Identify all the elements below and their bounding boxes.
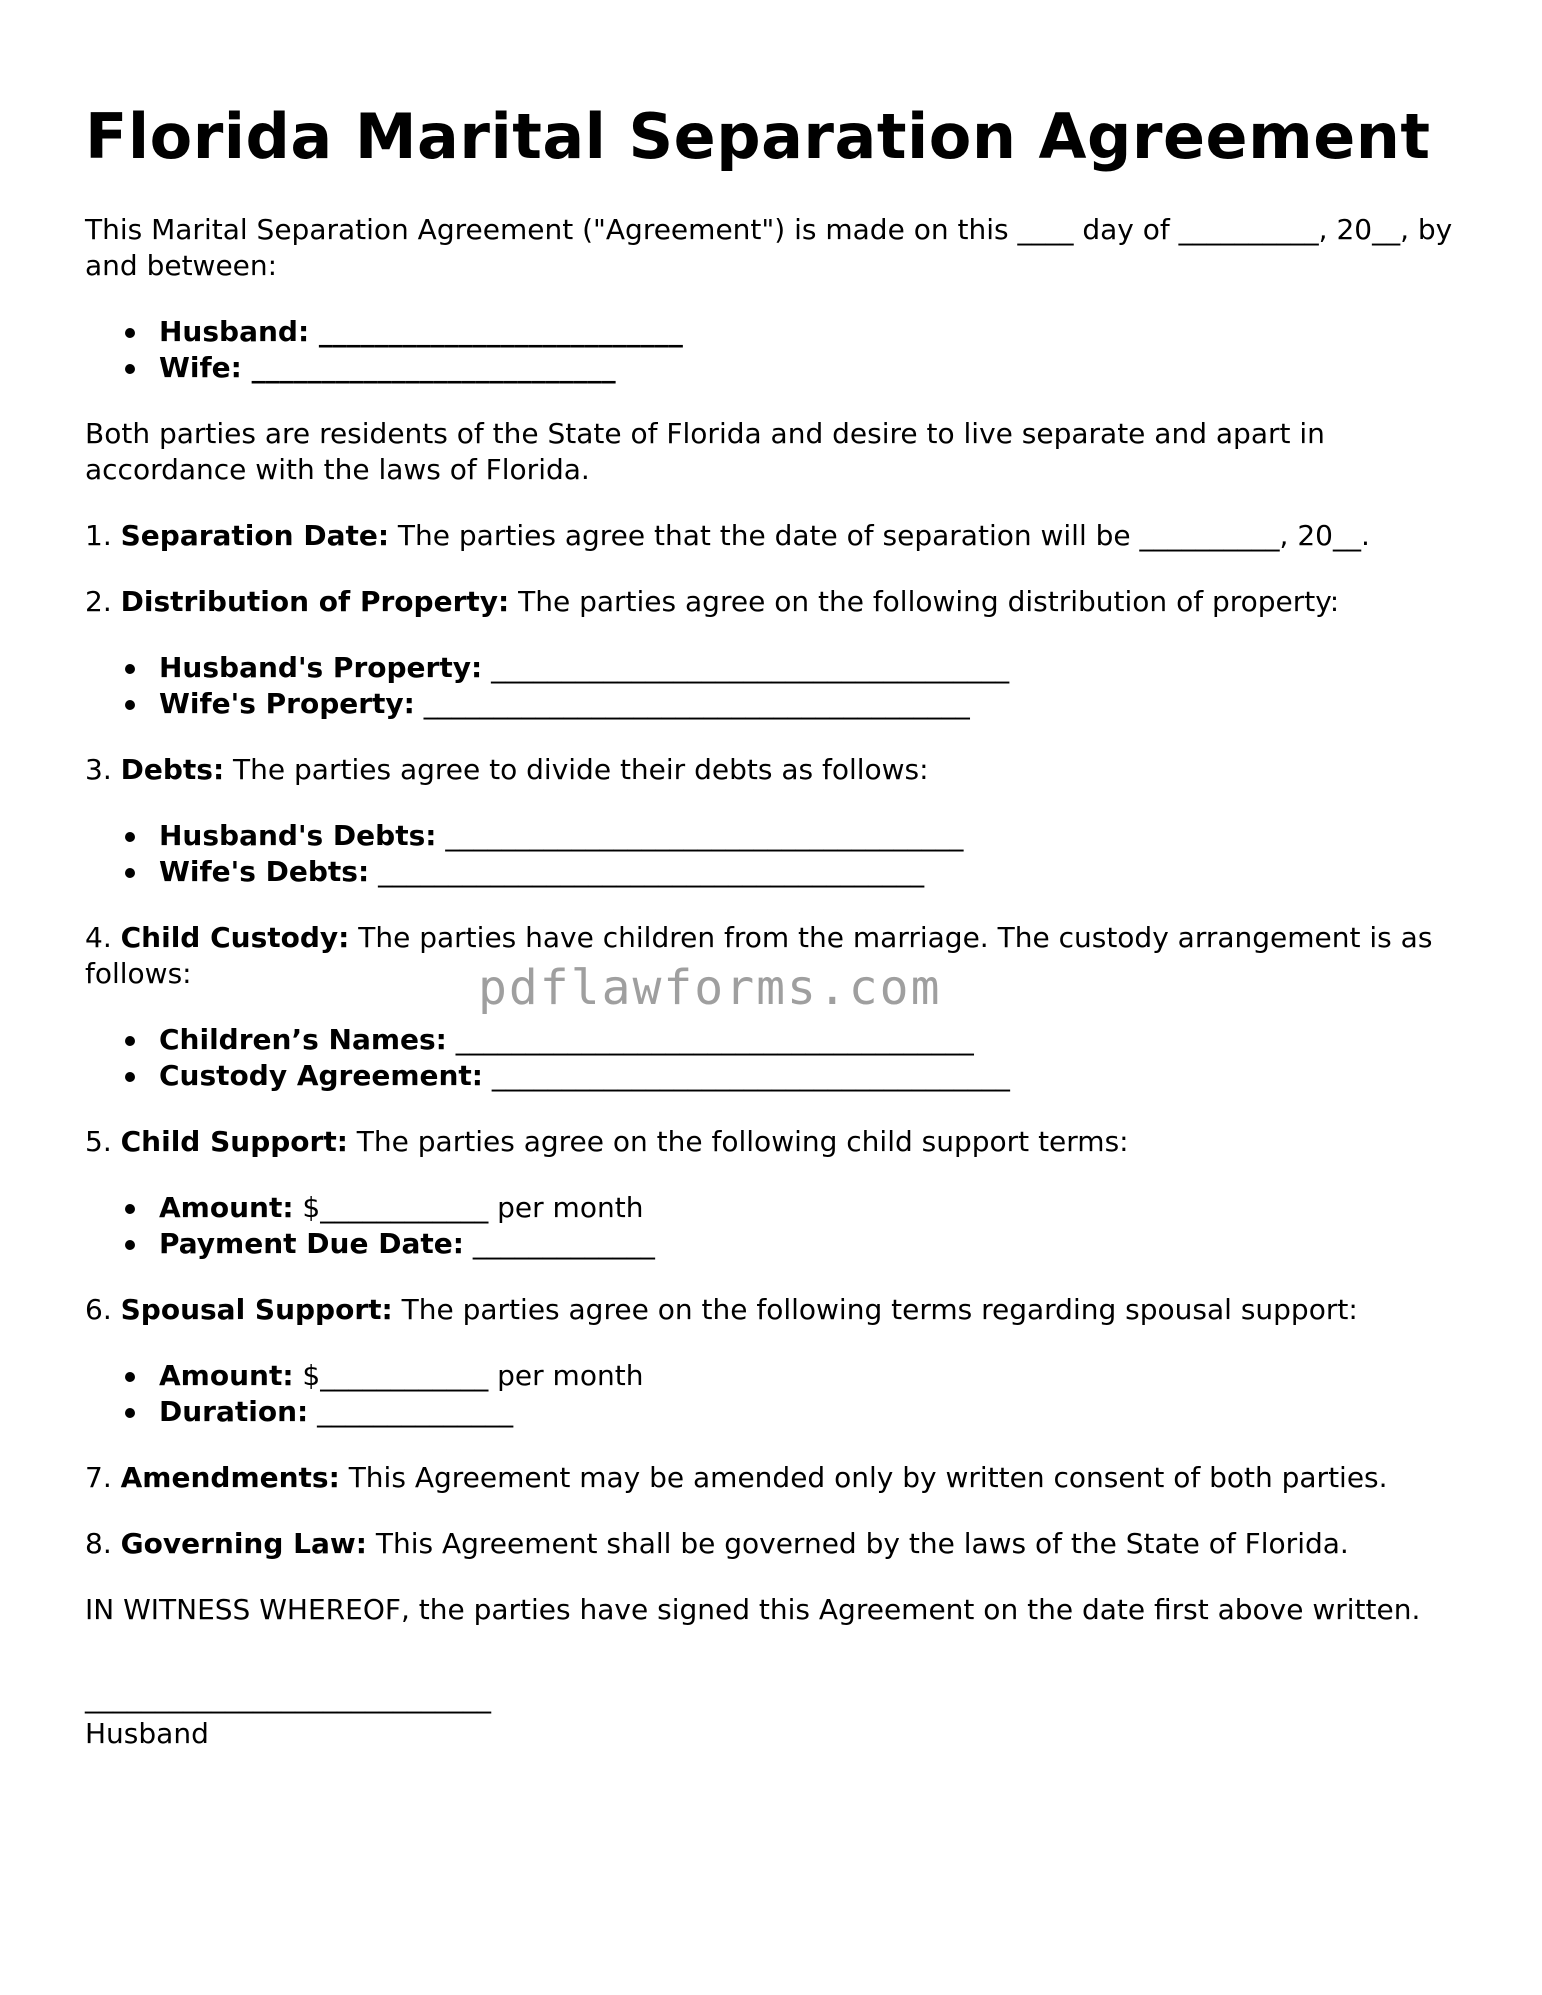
item-blank: _______________________________________ [414,687,970,721]
section-text: The parties agree that the date of separation will be __________, 20__. [389,519,1370,553]
party-wife-label: Wife: [159,351,242,385]
section-heading: Child Support: [120,1125,348,1159]
list-item [125,1226,1485,1262]
section-governing-law [85,1526,1485,1562]
section-distribution-of-property [85,584,1485,620]
list-item [125,350,1485,386]
section-separation-date [85,518,1485,554]
item-label: Custody Agreement: [159,1059,483,1093]
section-number: 6. [85,1293,121,1327]
section-number: 2. [85,585,121,619]
item-blank: $____________ per month [293,1191,644,1225]
item-label: Wife's Debts: [159,855,370,889]
residency-paragraph: Both parties are residents of the State of Florida and desire to live separate and apart in accordance with the laws of Florida. [85,417,1325,487]
list-item [125,314,1485,350]
section-text: The parties have children from the marriage. The custody arrangement is as follows: [85,921,1433,991]
section-heading: Governing Law: [120,1527,367,1561]
section-spousal-support [85,1292,1485,1328]
section-heading: Child Custody: [120,921,350,955]
section-heading: Amendments: [120,1461,340,1495]
section-amendments [85,1460,1485,1496]
section-debts [85,752,1485,788]
section-number: 8. [85,1527,121,1561]
property-list [85,650,1485,722]
item-label: Husband's Property: [159,651,483,685]
list-item [125,1022,1485,1058]
section-text: The parties agree on the following distribution of property: [509,585,1340,619]
debts-list [85,818,1485,890]
section-text: This Agreement may be amended only by written consent of both parties. [339,1461,1388,1495]
spousal-support-list [85,1358,1485,1430]
list-item [125,1190,1485,1226]
section-number: 5. [85,1125,121,1159]
list-item [125,686,1485,722]
section-number: 1. [85,519,121,553]
item-label: Duration: [159,1395,309,1429]
item-blank: _____________________________________ [482,651,1010,685]
list-item [125,854,1485,890]
witness-paragraph: IN WITNESS WHEREOF, the parties have signed this Agreement on the date first above written. [85,1593,1421,1627]
section-heading: Debts: [120,753,225,787]
section-number: 7. [85,1461,121,1495]
item-label: Payment Due Date: [159,1227,464,1261]
section-heading: Separation Date: [120,519,390,553]
section-text: This Agreement shall be governed by the laws of the State of Florida. [366,1527,1349,1561]
section-heading: Distribution of Property: [120,585,510,619]
section-child-support [85,1124,1485,1160]
item-blank: _____________________________________ [436,819,964,853]
section-text: The parties agree to divide their debts as follows: [224,753,929,787]
list-item [125,818,1485,854]
item-blank: _____________________________________ [446,1023,974,1057]
list-item [125,1358,1485,1394]
party-husband-blank: __________________________ [309,315,683,349]
list-item [125,1058,1485,1094]
signature-block [85,1680,1485,1752]
item-blank: _____________________________________ [483,1059,1010,1093]
item-label: Amount: [159,1191,294,1225]
item-blank: _____________ [463,1227,655,1261]
watermark-text: pdflawforms.com [478,960,942,1016]
item-blank: $____________ per month [293,1359,644,1393]
item-label: Husband's Debts: [159,819,437,853]
section-text: The parties agree on the following child support terms: [347,1125,1129,1159]
list-item [125,650,1485,686]
party-husband-label: Husband: [159,315,310,349]
section-number: 4. [85,921,121,955]
intro-paragraph: This Marital Separation Agreement ("Agreement") is made on this ____ day of __________, 20__, by and between: [85,213,1453,283]
party-wife-blank: __________________________ [241,351,616,385]
item-label: Amount: [159,1359,294,1393]
list-item [125,1394,1485,1430]
document-page [85,100,1485,1752]
child-support-list [85,1190,1485,1262]
parties-list [85,314,1485,386]
signature-label: Husband [85,1717,209,1751]
item-label: Wife's Property: [159,687,415,721]
section-heading: Spousal Support: [120,1293,393,1327]
item-blank: ______________ [308,1395,514,1429]
section-number: 3. [85,753,121,787]
document-title: Florida Marital Separation Agreement [85,100,1431,173]
signature-line: _____________________________ [85,1681,491,1715]
item-blank: _______________________________________ [369,855,925,889]
item-label: Children’s Names: [159,1023,447,1057]
custody-list [85,1022,1485,1094]
section-text: The parties agree on the following terms regarding spousal support: [392,1293,1358,1327]
